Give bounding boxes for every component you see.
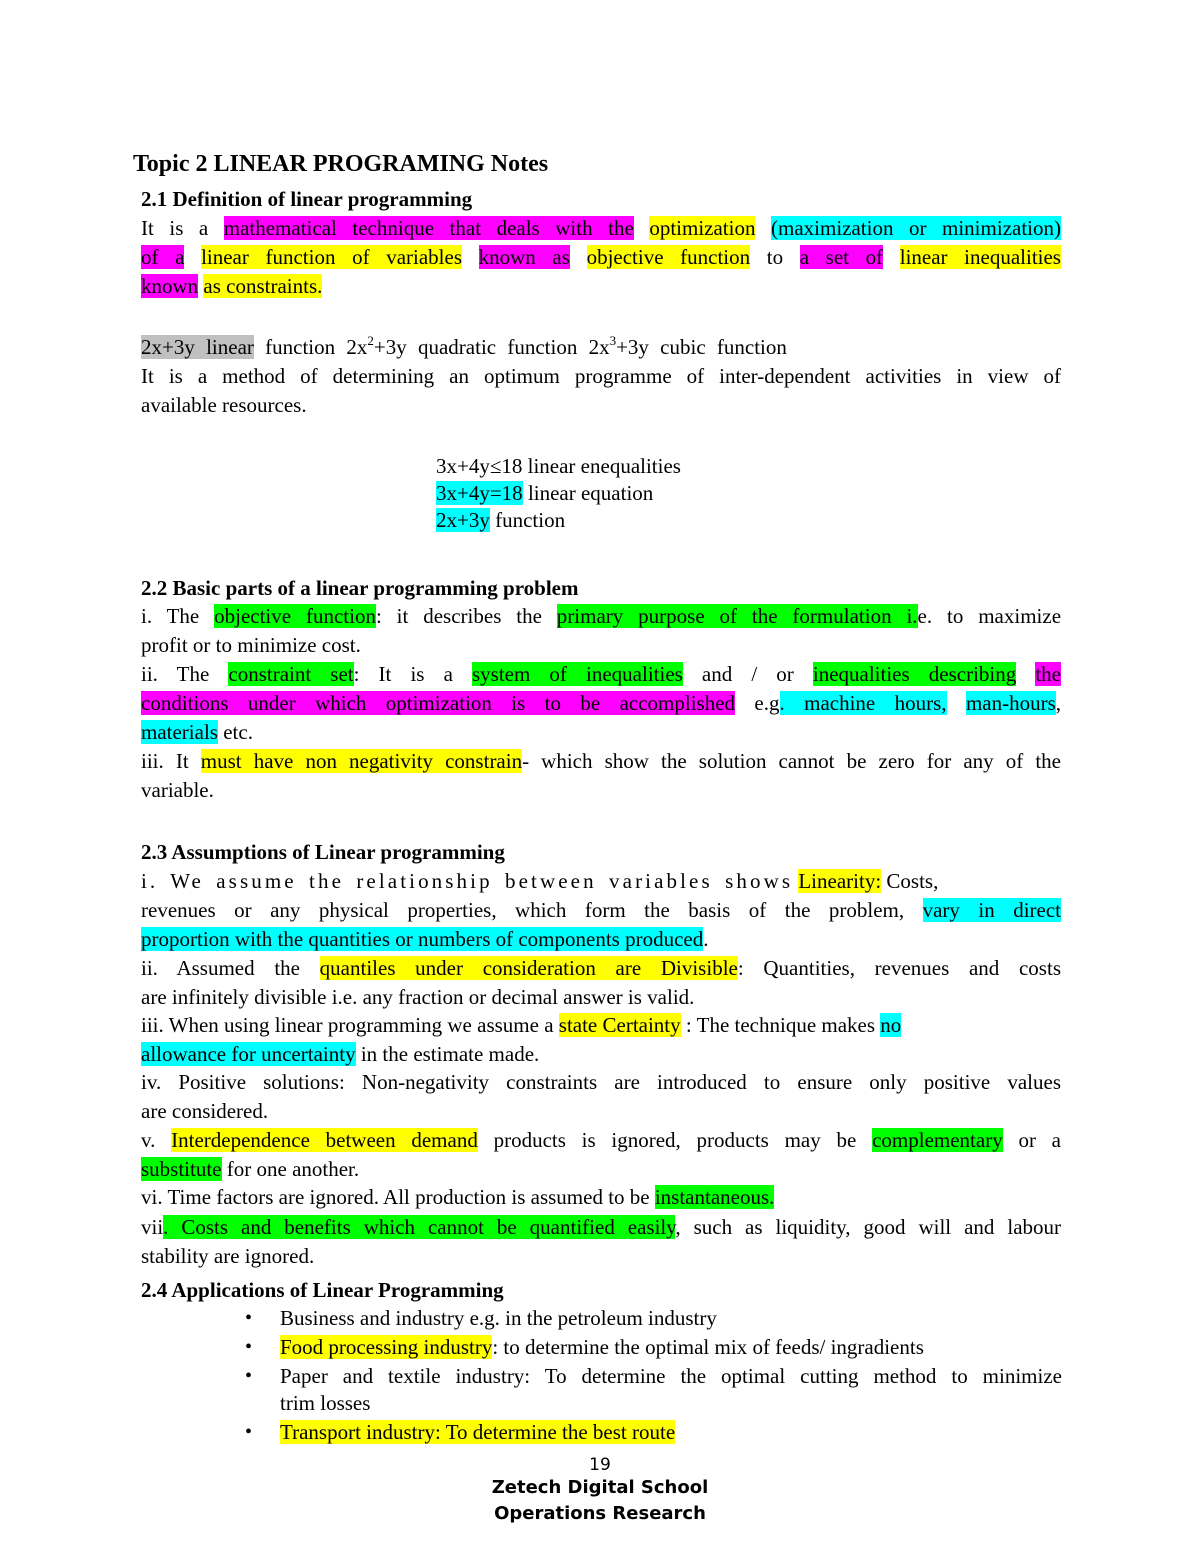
highlight-yellow: must have non negativity constrain bbox=[200, 749, 523, 773]
assumption-v-line-2: substitute for one another. bbox=[141, 1157, 360, 1181]
page-title: Topic 2 LINEAR PROGRAMING Notes bbox=[133, 151, 549, 177]
highlight-magenta: of a bbox=[141, 245, 185, 269]
definition-line-3 bbox=[141, 272, 1061, 301]
highlight-cyan: man-hours bbox=[965, 691, 1056, 715]
highlight-green: constraint set bbox=[228, 662, 354, 686]
definition-2-line-1: It is a method of determining an optimum programme of inter-dependent activities in view of bbox=[141, 364, 1061, 388]
highlight-magenta: known bbox=[141, 274, 199, 298]
application-item-2: Food processing industry: to determine the optimal mix of feeds/ ingradients bbox=[280, 1335, 924, 1359]
highlight-magenta: mathematical technique that deals with the bbox=[223, 216, 634, 240]
application-item-3-line-2: trim losses bbox=[280, 1391, 371, 1415]
highlight-cyan: vary in direct bbox=[922, 898, 1062, 922]
assumption-i-line-3: proportion with the quantities or numbers of components produced. bbox=[141, 927, 709, 951]
highlight-magenta: known as bbox=[478, 245, 570, 269]
assumption-ii-line-1: ii. Assumed the quantiles under consideration are Divisible: Quantities, revenues and costs bbox=[141, 956, 1061, 980]
highlight-green: complementary bbox=[872, 1128, 1003, 1152]
highlight-cyan: . machine hours, bbox=[779, 691, 947, 715]
part-iii-line-2: variable. bbox=[141, 778, 214, 802]
highlight-green: inequalities describing bbox=[812, 662, 1017, 686]
definition-line-2: of a linear function of variables known as objective function to a set of linear inequalities bbox=[141, 245, 1061, 269]
page-number: 19 bbox=[589, 1455, 611, 1475]
highlight-cyan: materials bbox=[141, 720, 218, 744]
assumption-v-line-1: v. Interdependence between demand products is ignored, products may be complementary or a bbox=[141, 1128, 1062, 1152]
part-i-line-1: i. The objective function: it describes the primary purpose of the formulation i.e. to maximize bbox=[141, 604, 1062, 628]
highlight-yellow: Food processing industry bbox=[280, 1335, 493, 1359]
highlight-cyan: 3x+4y=18 bbox=[436, 481, 523, 505]
highlight-yellow: Interdependence between demand bbox=[171, 1128, 478, 1152]
highlight-green: primary purpose of the formulation i. bbox=[556, 604, 918, 628]
section-2-2-heading: 2.2 Basic parts of a linear programming problem bbox=[141, 576, 579, 600]
assumption-i-line-2: revenues or any physical properties, which form the basis of the problem, vary in direct bbox=[141, 898, 1062, 922]
assumption-vi-line: vi. Time factors are ignored. All production is assumed to be instantaneous. bbox=[141, 1185, 775, 1209]
assumption-i-line-1: i. We assume the relationship between variables shows Linearity: Costs, bbox=[141, 869, 939, 893]
application-item-4 bbox=[280, 1418, 1062, 1447]
highlight-yellow: linear inequalities bbox=[899, 245, 1061, 269]
highlight-yellow: objective function bbox=[586, 245, 751, 269]
highlight-yellow: quantiles under consideration are Divisible bbox=[319, 956, 738, 980]
highlight-yellow: optimization bbox=[649, 216, 756, 240]
assumption-iv-line-1: iv. Positive solutions: Non-negativity constraints are introduced to ensure only positive values bbox=[141, 1070, 1061, 1094]
assumption-iii-line-1: iii. When using linear programming we assume a state Certainty : The technique makes no bbox=[141, 1013, 902, 1037]
definition-2-line-2: available resources. bbox=[141, 393, 307, 417]
highlight-magenta: a set of bbox=[799, 245, 884, 269]
highlight-magenta: the bbox=[1035, 662, 1061, 686]
part-ii-line-2: conditions under which optimization is to be accomplished e.g. machine hours, man-hours, bbox=[141, 691, 1062, 715]
equation-linear: 3x+4y=18 linear equation bbox=[436, 481, 654, 505]
highlight-cyan: (maximization or minimization) bbox=[771, 216, 1061, 240]
highlight-magenta: conditions under which optimization is to be accomplished bbox=[141, 691, 736, 715]
highlight-yellow: state Certainty bbox=[558, 1013, 681, 1037]
assumption-iv-line-2: are considered. bbox=[141, 1099, 269, 1123]
part-ii-line-3: materials etc. bbox=[141, 720, 253, 744]
highlight-green: substitute bbox=[141, 1157, 222, 1181]
part-ii-line-1: ii. The constraint set: It is a system of inequalities and / or inequalities describing the bbox=[141, 662, 1061, 686]
footer-school: Zetech Digital School bbox=[491, 1477, 709, 1498]
highlight-cyan: proportion with the quantities or numbers of components produced bbox=[141, 927, 704, 951]
bullet-icon: • bbox=[245, 1365, 253, 1387]
highlight-cyan: 2x+3y bbox=[436, 508, 490, 532]
section-2-1-heading: 2.1 Definition of linear programming bbox=[141, 187, 473, 211]
highlight-yellow: Linearity: bbox=[798, 869, 882, 893]
section-2-3-heading: 2.3 Assumptions of Linear programming bbox=[141, 840, 505, 864]
application-item-1: Business and industry e.g. in the petroleum industry bbox=[280, 1306, 717, 1330]
footer-course: Operations Research bbox=[494, 1503, 706, 1524]
assumption-vii-line-1: vii. Costs and benefits which cannot be quantified easily, such as liquidity, good will and labour bbox=[141, 1215, 1062, 1239]
application-item-3-line-1: Paper and textile industry: To determine the optimal cutting method to minimize bbox=[280, 1364, 1062, 1388]
equation-function: 2x+3y function bbox=[436, 508, 566, 532]
section-2-4-heading: 2.4 Applications of Linear Programming bbox=[141, 1278, 504, 1302]
highlight-cyan: allowance for uncertainty bbox=[141, 1042, 356, 1066]
part-iii-line-1: iii. It must have non negativity constrain- which show the solution cannot be zero for any of the bbox=[141, 749, 1061, 773]
assumption-ii-line-2: are infinitely divisible i.e. any fraction or decimal answer is valid. bbox=[141, 985, 695, 1009]
assumption-vii-line-2: stability are ignored. bbox=[141, 1244, 315, 1268]
definition-line-1: It is a mathematical technique that deals with the optimization (maximization or minimization) bbox=[141, 216, 1061, 240]
highlight-green: objective function bbox=[214, 604, 376, 628]
bullet-icon: • bbox=[245, 1307, 253, 1329]
highlight-yellow: as constraints. bbox=[203, 274, 323, 298]
highlight-green: system of inequalities bbox=[472, 662, 683, 686]
bullet-icon: • bbox=[245, 1421, 253, 1443]
equation-inequality: 3x+4y≤18 linear enequalities bbox=[436, 454, 681, 478]
highlight-green: instantaneous. bbox=[654, 1185, 775, 1209]
function-examples-line: 2x+3y linear function $2x^2+3y$ quadratic function $2x^3+3y$ cubic function bbox=[141, 333, 787, 359]
highlight-cyan: no bbox=[880, 1013, 902, 1037]
highlight-yellow: Transport industry: To determine the best route bbox=[280, 1420, 676, 1444]
part-i-line-2: profit or to minimize cost. bbox=[141, 633, 361, 657]
assumption-iii-line-2: allowance for uncertainty in the estimate made. bbox=[141, 1042, 540, 1066]
highlight-yellow: linear function of variables bbox=[201, 245, 463, 269]
bullet-icon: • bbox=[245, 1336, 253, 1358]
highlight-gray: 2x+3y linear bbox=[141, 335, 254, 359]
highlight-green: . Costs and benefits which cannot be quantified easily bbox=[163, 1215, 676, 1239]
